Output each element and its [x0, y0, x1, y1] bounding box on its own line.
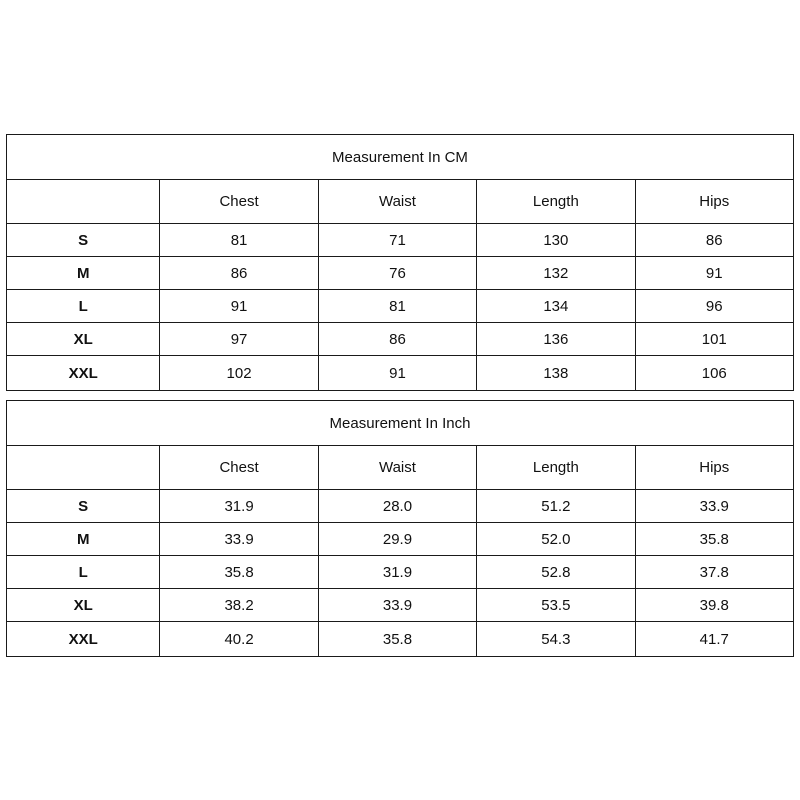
table-row [7, 523, 794, 556]
length-value: 134 [477, 290, 635, 323]
table-row [7, 356, 794, 391]
header-cell-hips: Hips [635, 446, 793, 490]
size-label: M [7, 523, 160, 556]
length-value: 52.0 [477, 523, 635, 556]
chest-value: 40.2 [160, 622, 318, 657]
waist-value: 31.9 [318, 556, 476, 589]
size-label: L [7, 290, 160, 323]
waist-value: 76 [318, 257, 476, 290]
table-row [7, 224, 794, 257]
hips-value: 35.8 [635, 523, 793, 556]
table-header-row [7, 180, 794, 224]
length-value: 136 [477, 323, 635, 356]
waist-value: 71 [318, 224, 476, 257]
table-title-row [7, 135, 794, 180]
hips-value: 37.8 [635, 556, 793, 589]
header-cell-waist: Waist [318, 180, 476, 224]
chest-value: 91 [160, 290, 318, 323]
header-cell-hips: Hips [635, 180, 793, 224]
hips-value: 41.7 [635, 622, 793, 657]
table-row [7, 490, 794, 523]
hips-value: 33.9 [635, 490, 793, 523]
size-label: M [7, 257, 160, 290]
chest-value: 35.8 [160, 556, 318, 589]
waist-value: 81 [318, 290, 476, 323]
header-cell-chest: Chest [160, 446, 318, 490]
chest-value: 33.9 [160, 523, 318, 556]
length-value: 53.5 [477, 589, 635, 622]
chest-value: 86 [160, 257, 318, 290]
table-row [7, 323, 794, 356]
waist-value: 33.9 [318, 589, 476, 622]
length-value: 54.3 [477, 622, 635, 657]
table-title: Measurement In Inch [7, 401, 794, 446]
size-label: S [7, 490, 160, 523]
length-value: 130 [477, 224, 635, 257]
chest-value: 102 [160, 356, 318, 391]
table-row [7, 290, 794, 323]
table-row [7, 589, 794, 622]
measurement-table-cm [6, 134, 794, 391]
chest-value: 38.2 [160, 589, 318, 622]
hips-value: 96 [635, 290, 793, 323]
size-label: XXL [7, 356, 160, 391]
waist-value: 28.0 [318, 490, 476, 523]
waist-value: 91 [318, 356, 476, 391]
table-title-row [7, 401, 794, 446]
hips-value: 39.8 [635, 589, 793, 622]
hips-value: 91 [635, 257, 793, 290]
waist-value: 35.8 [318, 622, 476, 657]
header-cell-length: Length [477, 180, 635, 224]
size-label: S [7, 224, 160, 257]
size-label: XL [7, 589, 160, 622]
table-row [7, 622, 794, 657]
header-cell-size [7, 180, 160, 224]
length-value: 52.8 [477, 556, 635, 589]
chest-value: 97 [160, 323, 318, 356]
length-value: 132 [477, 257, 635, 290]
measurement-table-inch [6, 400, 794, 657]
chest-value: 81 [160, 224, 318, 257]
hips-value: 86 [635, 224, 793, 257]
size-label: L [7, 556, 160, 589]
table-row [7, 257, 794, 290]
header-cell-length: Length [477, 446, 635, 490]
size-label: XXL [7, 622, 160, 657]
waist-value: 86 [318, 323, 476, 356]
header-cell-size [7, 446, 160, 490]
table-header-row [7, 446, 794, 490]
table-row [7, 556, 794, 589]
length-value: 138 [477, 356, 635, 391]
table-title: Measurement In CM [7, 135, 794, 180]
header-cell-chest: Chest [160, 180, 318, 224]
chest-value: 31.9 [160, 490, 318, 523]
length-value: 51.2 [477, 490, 635, 523]
header-cell-waist: Waist [318, 446, 476, 490]
hips-value: 101 [635, 323, 793, 356]
waist-value: 29.9 [318, 523, 476, 556]
size-label: XL [7, 323, 160, 356]
hips-value: 106 [635, 356, 793, 391]
